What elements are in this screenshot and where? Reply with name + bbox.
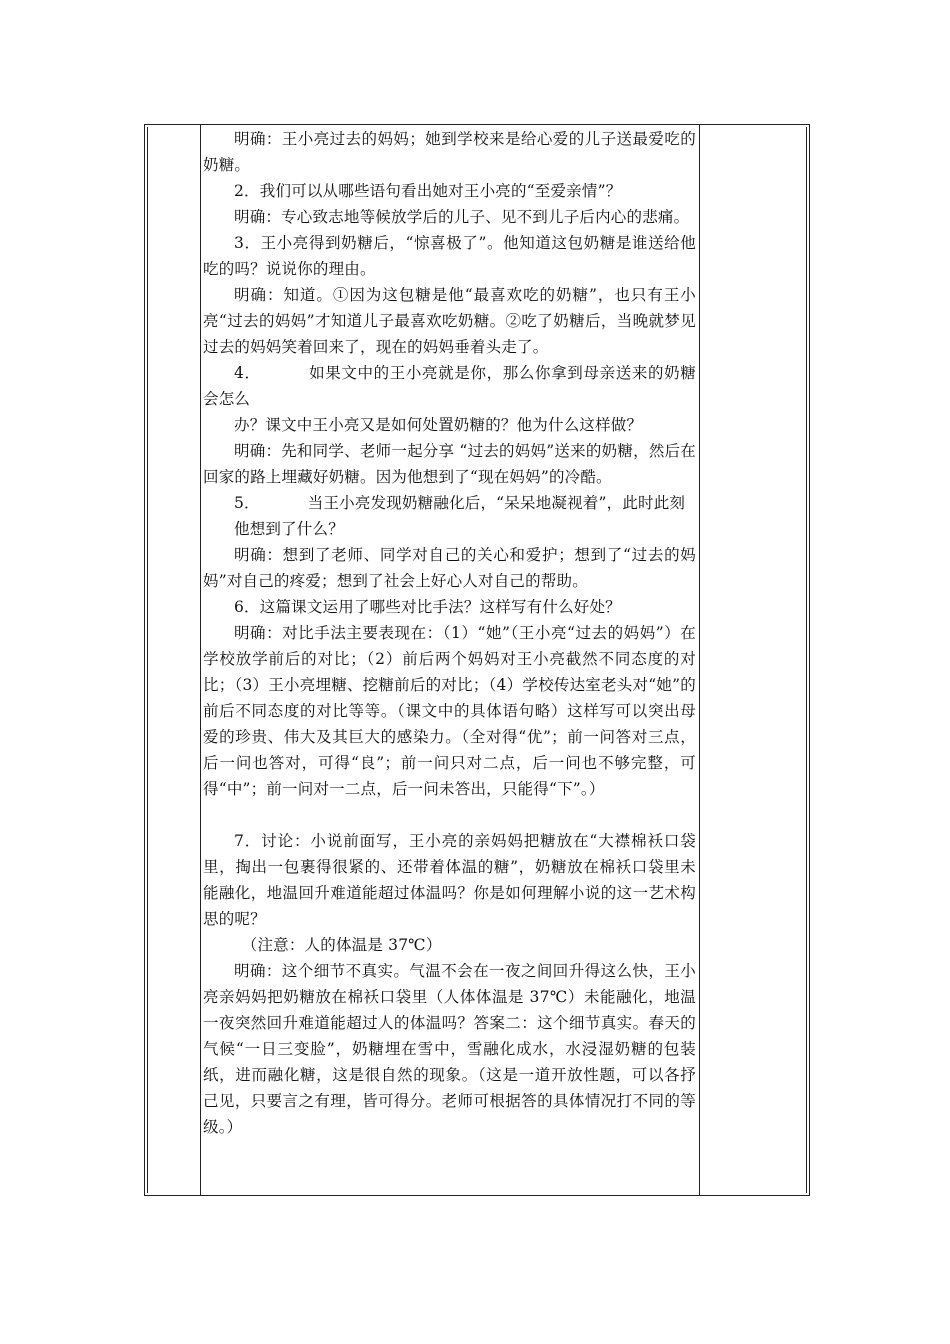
answer-q2: 明确：专心致志地等候放学后的儿子、见不到儿子后内心的悲痛。 — [234, 208, 690, 226]
question-5 — [203, 490, 696, 516]
table-left-inner-rule — [147, 127, 148, 1193]
answer-q4: 明确：先和同学、老师一起分享 “过去的妈妈”送来的奶糖，然后在回家的路上埋藏好奶糖。因为他想到了“现在妈妈”的冷酷。 — [203, 442, 696, 486]
question-4-number: 4． — [234, 364, 261, 382]
question-3: 3．王小亮得到奶糖后，“惊喜极了”。他知道这包奶糖是谁送给他吃的吗？说说你的理由。 — [203, 234, 696, 278]
answer-q6: 明确：对比手法主要表现在：（1）“她”（王小亮“过去的妈妈”）在学校放学前后的对比；（2）前后两个妈妈对王小亮截然不同态度的对比；（3）王小亮埋糖、挖糖前后的对比；（4）学校传达室老头对“她”的前后不同态度的对比等等。（课文中的具体语句略）这样写可以突出母爱的珍贵、伟大及其巨大的感染力。（全对得“优”；前一问答对三点，后一问也答对，可得“良”；前一问只对二点，后一问也不够完整，可得“中”；前一问对一二点，后一问未答出，只能得“下”。） — [203, 624, 696, 798]
table-left-column — [144, 124, 201, 1196]
answer-q5: 明确：想到了老师、同学对自己的关心和爱护；想到了“过去的妈妈”对自己的疼爱；想到了社会上好心人对自己的帮助。 — [203, 546, 696, 590]
question-4-continued: 办？课文中王小亮又是如何处置奶糖的？他为什么这样做？ — [234, 416, 643, 434]
answer-q7: 明确：这个细节不真实。气温不会在一夜之间回升得这么快，王小亮亲妈妈把奶糖放在棉袄口袋里（人体体温是 37℃）未能融化，地温一夜突然回升难道能超过人的体温吗？答案二：这个细节真实。春天的气候“一日三变脸”，奶糖埋在雪中，雪融化成水，水浸湿奶糖的包装纸，进而融化糖，这是很自然的现象。（这是一道开放性题，可以各抒己见，只要言之有理，皆可得分。老师可根据答的具体情况打不同的等级。） — [203, 962, 696, 1136]
question-5-continued: 他想到了什么？ — [234, 520, 344, 538]
question-4-text: 如果文中的王小亮就是你，那么你拿到母亲送来的奶糖会怎么 — [203, 364, 696, 408]
table-right-column — [699, 124, 810, 1196]
question-5-text: 当王小亮发现奶糖融化后，“呆呆地凝视着”，此时此刻 — [307, 494, 686, 512]
question-7: 7．讨论：小说前面写，王小亮的亲妈妈把糖放在“大襟棉袄口袋里，掏出一包裹得很紧的、还带着体温的糖”，奶糖放在棉袄口袋里未能融化，地温回升难道能超过体温吗？你是如何理解小说的这一艺术构思的呢？ — [203, 832, 696, 928]
question-5-number: 5． — [234, 494, 260, 512]
table-right-inner-rule — [806, 127, 807, 1193]
question-2: 2．我们可以从哪些语句看出她对王小亮的“至爱亲情”？ — [234, 182, 622, 200]
question-6: 6．这篇课文运用了哪些对比手法？这样写有什么好处？ — [234, 598, 621, 616]
answer-q3: 明确：知道。①因为这包糖是他“最喜欢吃的奶糖”，也只有王小亮“过去的妈妈”才知道儿子最喜欢吃奶糖。②吃了奶糖后，当晚就梦见过去的妈妈笑着回来了，现在的妈妈垂着头走了。 — [203, 286, 696, 356]
question-4 — [203, 360, 696, 412]
question-7-note: （注意：人的体温是 37℃） — [241, 936, 442, 954]
lesson-content — [203, 126, 696, 1140]
answer-q1: 明确：王小亮过去的妈妈；她到学校来是给心爱的儿子送最爱吃的奶糖。 — [203, 130, 696, 174]
